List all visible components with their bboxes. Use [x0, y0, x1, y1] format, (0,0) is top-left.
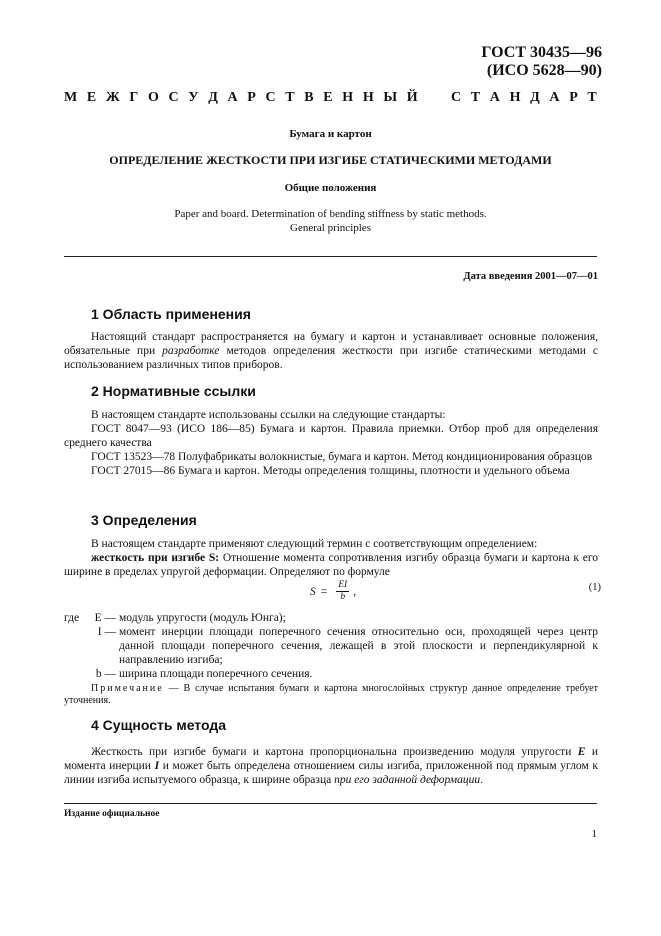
section-4-heading: 4 Сущность метода	[91, 717, 227, 733]
emphasis-text: при его заданной деформации	[334, 774, 481, 786]
formula-legend	[64, 611, 598, 681]
where-label: где	[64, 612, 80, 624]
english-title-line: Paper and board. Determination of bending stiffness by static methods.	[174, 208, 487, 220]
banner-letter: Т	[587, 90, 597, 105]
fraction-numerator: EI	[338, 580, 348, 590]
banner-letter: Н	[362, 90, 374, 105]
note-label: Примечание	[91, 683, 164, 694]
english-title-line: General principles	[290, 222, 371, 234]
legend-row	[64, 611, 598, 625]
banner-letter: В	[304, 90, 314, 105]
document-title: ОПРЕДЕЛЕНИЕ ЖЕСТКОСТИ ПРИ ИЗГИБЕ СТАТИЧЕСКИМИ МЕТОДАМИ	[109, 153, 552, 167]
official-edition-label: Издание официальное	[64, 809, 160, 819]
section-1-heading: 1 Область применения	[91, 306, 251, 322]
banner-letter: А	[489, 90, 500, 105]
banner-letter: У	[188, 90, 199, 105]
formula-symbol: S	[310, 585, 316, 598]
banner-letter: С	[168, 90, 179, 105]
banner-letter: О	[147, 90, 159, 105]
gost-number: ГОСТ 30435—96	[481, 44, 602, 61]
text-run: и может быть определена отношением силы изгиба, приложенной под прямым углом к линии изгиба испытуемого образца, к ширине образца	[64, 760, 598, 786]
symbol-text: I	[154, 760, 160, 772]
banner-letter: Е	[323, 90, 333, 105]
section-2-body	[64, 408, 598, 478]
section-2-heading: 2 Нормативные ссылки	[91, 383, 256, 399]
defined-term: жесткость при изгибе S:	[91, 552, 220, 564]
emphasis-text: разработке	[162, 345, 220, 357]
note	[64, 683, 598, 707]
banner-letter: Е	[86, 90, 97, 105]
formula-1	[310, 580, 356, 603]
legend-text: момент инерции площади поперечного сечения относительно оси, проходящей через центр данной площади поперечного сечения, лежащей в этой плоскости и перпендикулярной к направлению изгиба;	[119, 626, 598, 666]
english-title	[64, 207, 597, 235]
effective-date: Дата введения 2001—07—01	[463, 271, 598, 282]
section-3-body	[64, 537, 598, 579]
header-rule	[64, 256, 597, 257]
reference-item: ГОСТ 27015—86 Бумага и картон. Методы определения толщины, плотности и удельного объема	[91, 465, 570, 477]
definitions-intro: В настоящем стандарте применяют следующий термин с соответствующим определением:	[91, 538, 538, 550]
text-run: методов определения жесткости при изгибе статическими методами с использованием различных типов приборов.	[64, 345, 598, 371]
legend-text: модуль упругости (модуль Юнга);	[119, 612, 286, 624]
banner-gap	[427, 90, 441, 106]
banner-letter: Г	[129, 90, 139, 105]
banner-letter: А	[227, 90, 238, 105]
page-number: 1	[591, 828, 597, 840]
formula-number: (1)	[588, 582, 601, 593]
section-4-paragraph	[64, 745, 598, 787]
interstate-standard-banner	[64, 90, 597, 106]
banner-letter: Р	[569, 90, 578, 105]
legend-row	[64, 625, 598, 667]
banner-letter: Д	[530, 90, 540, 105]
standard-number	[481, 44, 602, 80]
text-run: Настоящий стандарт распространяется на бумагу и картон и устанавливает основные положения, обязательные при	[64, 331, 598, 357]
iso-number: (ИСО 5628—90)	[486, 62, 602, 79]
text-run: Жесткость при изгибе бумаги и картона пропорциональна произведению модуля упругости	[91, 746, 578, 758]
formula-operator: =	[320, 585, 328, 598]
symbol-text: E	[577, 746, 586, 758]
legend-symbol: b —	[95, 668, 116, 680]
reference-item: ГОСТ 13523—78 Полуфабрикаты волокнистые, бумага и картон. Метод кондиционирования образцов	[91, 451, 593, 463]
fraction-denominator: b	[340, 592, 346, 602]
banner-letter: Й	[406, 90, 418, 105]
footer-rule	[64, 803, 597, 804]
document-subtitle: Общие положения	[284, 182, 377, 194]
subject-line: Бумага и картон	[289, 128, 372, 140]
banner-letter: Т	[470, 90, 481, 105]
legend-symbol: I —	[97, 626, 116, 638]
section-3-heading: 3 Определения	[91, 512, 197, 528]
banner-letter: Т	[285, 90, 295, 105]
banner-letter: Р	[247, 90, 256, 105]
legend-text: ширина площади поперечного сечения.	[119, 668, 313, 680]
banner-letter: С	[451, 90, 462, 105]
legend-symbol: E —	[94, 612, 116, 624]
banner-letter: Д	[208, 90, 218, 105]
note-text: — В случае испытания бумаги и картона многослойных структур данное определение требует уточнения.	[64, 683, 598, 706]
banner-letter: Ы	[383, 90, 398, 105]
banner-letter: Ж	[105, 90, 120, 105]
banner-letter: А	[549, 90, 560, 105]
definition-text: Отношение момента сопротивления изгибу образца бумаги и картона к его ширине в пределах упругой деформации. Определяют по формуле	[64, 552, 598, 578]
references-intro: В настоящем стандарте использованы ссылки на следующие стандарты:	[91, 409, 446, 421]
formula-fraction	[336, 580, 349, 603]
banner-letter: С	[265, 90, 276, 105]
reference-item: ГОСТ 8047—93 (ИСО 186—85) Бумага и картон. Правила приемки. Отбор проб для определения среднего качества	[64, 423, 598, 449]
banner-letter: Н	[342, 90, 354, 105]
text-run: .	[480, 774, 483, 786]
banner-letter: Н	[509, 90, 521, 105]
text-run: и момента инерции	[64, 746, 598, 772]
formula-punctuation: ,	[353, 585, 357, 598]
legend-row	[64, 667, 598, 681]
banner-letter: М	[64, 90, 78, 105]
section-1-paragraph	[64, 330, 598, 372]
definition	[64, 551, 598, 579]
